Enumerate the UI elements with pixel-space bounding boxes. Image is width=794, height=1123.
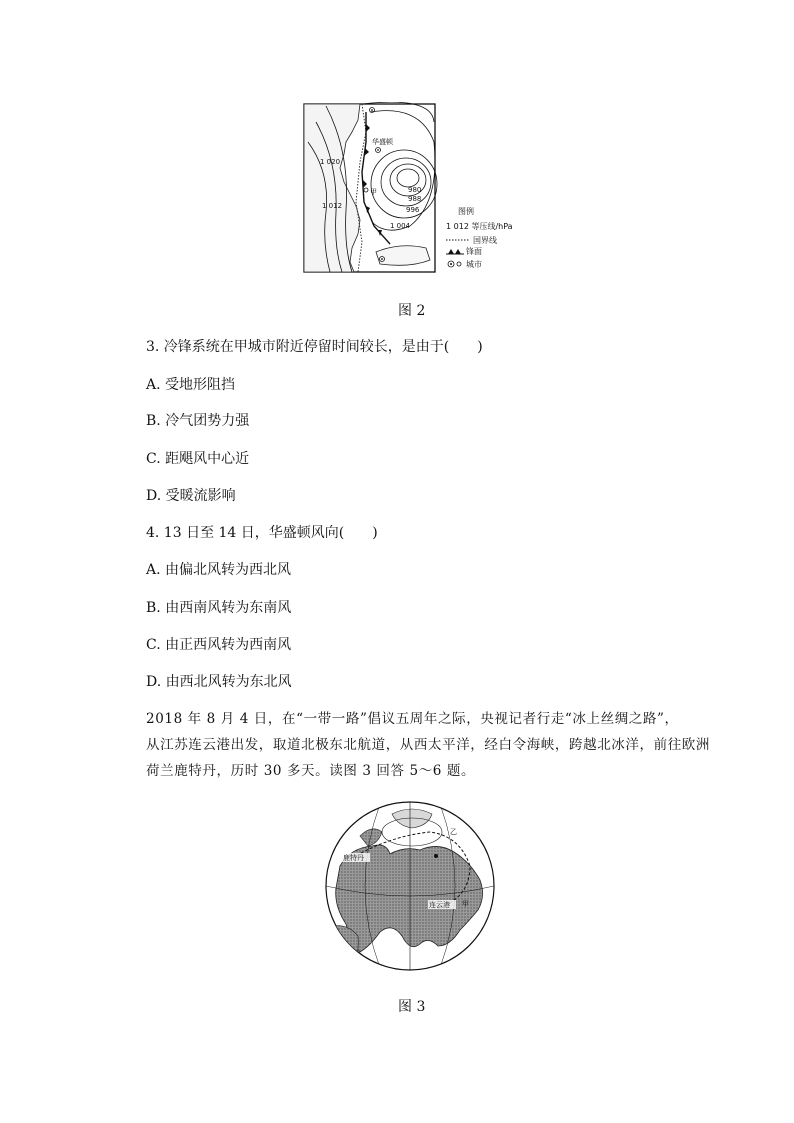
globe-label-jia: 甲 (462, 900, 469, 908)
legend-city: 城市 (466, 260, 482, 269)
legend-isobar: 1 012 等压线/hPa (446, 222, 513, 231)
legend-title: 图例 (458, 207, 474, 216)
question-3-option-b: B. 冷气团势力强 (146, 413, 250, 429)
isobar-label-988: 988 (408, 195, 422, 203)
question-4-option-c: C. 由正西风转为西南风 (146, 637, 292, 653)
question-4-stem: 4. 13 日至 14 日，华盛顿风向( ) (146, 525, 378, 541)
globe-label-yi: 乙 (450, 828, 457, 836)
figure-2-caption: 图 2 (398, 303, 426, 319)
legend-front: 锋面 (466, 247, 482, 256)
question-4-option-a: A. 由偏北风转为西北风 (146, 562, 292, 578)
figure-3-caption: 图 3 (398, 999, 426, 1015)
question-3-option-c: C. 距飓风中心近 (146, 451, 250, 467)
question-3-stem: 3. 冷锋系统在甲城市附近停留时间较长，是由于( ) (146, 339, 483, 355)
figure-3-globe (320, 796, 500, 976)
passage-line-2: 从江苏连云港出发，取道北极东北航道，从西太平洋，经白令海峡，跨越北冰洋，前往欧洲 (146, 737, 710, 753)
passage-line-3: 荷兰鹿特丹，历时 30 多天。读图 3 回答 5～6 题。 (146, 763, 476, 779)
isobar-label-980: 980 (408, 186, 422, 194)
legend-border: 国界线 (473, 236, 497, 245)
question-3-option-a: A. 受地形阻挡 (146, 377, 236, 393)
question-4-option-b: B. 由西南风转为东南风 (146, 600, 292, 616)
passage-line-1: 2018 年 8 月 4 日，在“一带一路”倡议五周年之际，央视记者行走“冰上丝绸之路”， (146, 711, 679, 727)
isobar-label-1004: 1 004 (390, 222, 411, 230)
city-label-washington: 华盛顿 (372, 138, 393, 146)
isobar-label-1012: 1 012 (322, 202, 343, 210)
isobar-label-996: 996 (406, 206, 420, 214)
globe-label-lianyungang: 连云港 (429, 901, 450, 909)
globe-label-rotterdam: 鹿特丹 (343, 854, 364, 862)
question-3-option-d: D. 受暖流影响 (146, 488, 236, 504)
city-label-jia: 甲 (370, 188, 377, 196)
figure-2-weather-map (300, 102, 530, 277)
isobar-label-1020: 1 020 (320, 158, 341, 166)
question-4-option-d: D. 由西北风转为东北风 (146, 674, 292, 690)
